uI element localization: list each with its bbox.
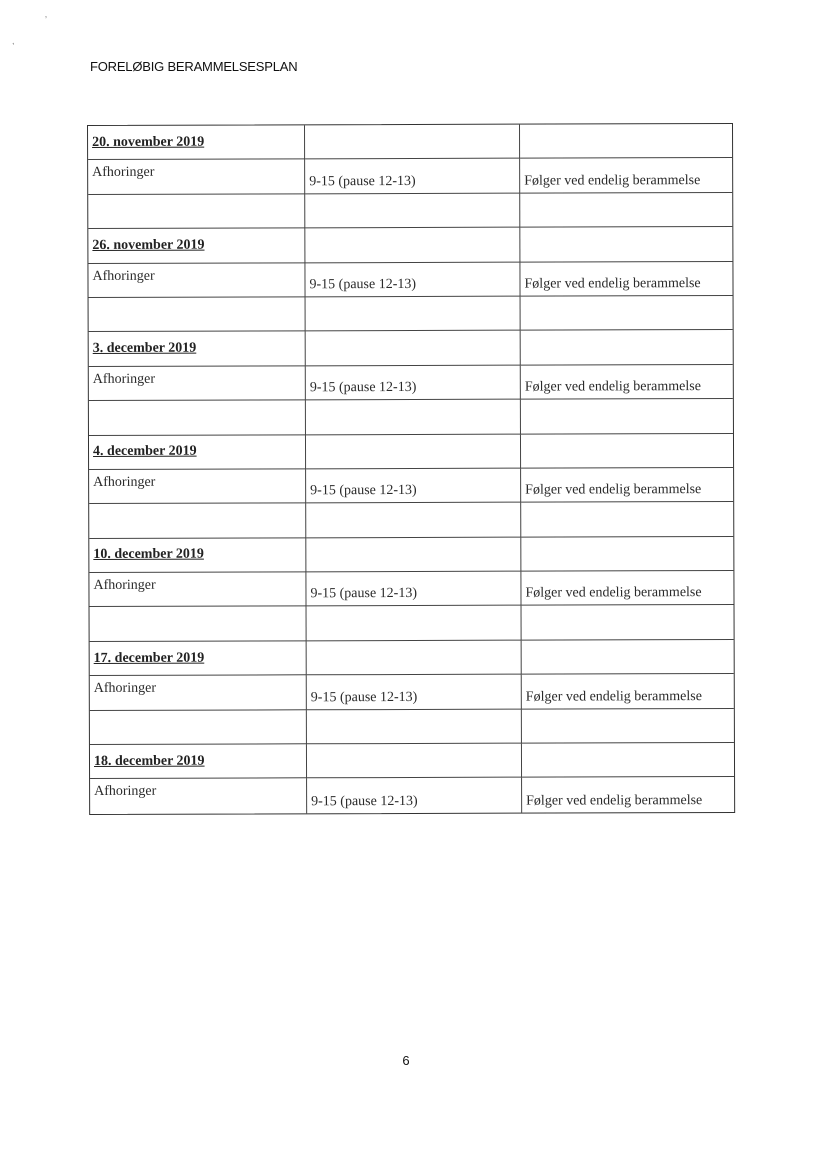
date-row — [89, 433, 733, 469]
empty-cell — [306, 503, 521, 538]
session-time: 9-15 (pause 12-13) — [306, 469, 521, 504]
session-time: 9-15 (pause 12-13) — [306, 365, 521, 400]
detail-row — [89, 571, 733, 607]
session-date: 18. december 2019 — [90, 744, 307, 779]
detail-row — [90, 777, 734, 813]
session-label: Afhoringer — [89, 469, 306, 504]
empty-cell — [89, 504, 306, 539]
session-time: 9-15 (pause 12-13) — [306, 572, 521, 607]
session-date: 4. december 2019 — [89, 435, 306, 470]
session-note: Følger ved endelig berammelse — [520, 262, 732, 297]
spacer-row — [88, 193, 732, 229]
schedule-table — [87, 123, 735, 815]
empty-cell — [521, 399, 733, 434]
page-title: FORELØBIG BERAMMELSESPLAN — [90, 59, 298, 74]
empty-cell — [307, 709, 522, 744]
empty-cell — [520, 124, 732, 159]
empty-cell — [89, 400, 306, 435]
date-row — [90, 743, 734, 779]
empty-cell — [522, 640, 734, 675]
session-time: 9-15 (pause 12-13) — [305, 159, 520, 194]
session-label: Afhoringer — [89, 366, 306, 401]
session-date: 20. november 2019 — [88, 125, 305, 160]
empty-cell — [306, 331, 521, 366]
date-row — [88, 227, 732, 263]
spacer-row — [89, 296, 733, 332]
empty-cell — [306, 537, 521, 572]
detail-row — [89, 365, 733, 401]
empty-cell — [522, 709, 734, 744]
empty-cell — [307, 744, 522, 779]
date-row — [88, 124, 732, 160]
session-label: Afhoringer — [90, 779, 307, 814]
empty-cell — [88, 194, 305, 229]
session-date: 10. december 2019 — [89, 538, 306, 573]
date-row — [90, 640, 734, 676]
empty-cell — [307, 606, 522, 641]
detail-row — [90, 674, 734, 710]
empty-cell — [305, 125, 520, 160]
empty-cell — [521, 330, 733, 365]
spacer-row — [89, 502, 733, 538]
empty-cell — [90, 710, 307, 745]
empty-cell — [305, 228, 520, 263]
empty-cell — [521, 296, 733, 331]
empty-cell — [305, 193, 520, 228]
empty-cell — [89, 297, 306, 332]
session-date: 17. december 2019 — [90, 641, 307, 676]
scan-speck: ʼ — [45, 15, 47, 25]
session-time: 9-15 (pause 12-13) — [307, 675, 522, 710]
empty-cell — [307, 640, 522, 675]
session-time: 9-15 (pause 12-13) — [305, 262, 520, 297]
empty-cell — [522, 605, 734, 640]
scan-speck: ʼ — [11, 41, 19, 51]
detail-row — [88, 158, 732, 194]
page-number: 6 — [402, 1053, 410, 1068]
empty-cell — [90, 607, 307, 642]
empty-cell — [522, 743, 734, 778]
date-row — [89, 330, 733, 366]
detail-row — [89, 468, 733, 504]
spacer-row — [90, 709, 734, 745]
empty-cell — [306, 434, 521, 469]
empty-cell — [521, 502, 733, 537]
session-note: Følger ved endelig berammelse — [522, 674, 734, 709]
session-label: Afhoringer — [90, 676, 307, 711]
empty-cell — [306, 297, 521, 332]
empty-cell — [521, 537, 733, 572]
session-label: Afhoringer — [88, 160, 305, 195]
session-label: Afhoringer — [89, 572, 306, 607]
session-note: Følger ved endelig berammelse — [521, 365, 733, 400]
session-date: 3. december 2019 — [89, 332, 306, 367]
session-time: 9-15 (pause 12-13) — [307, 778, 522, 813]
empty-cell — [520, 193, 732, 228]
empty-cell — [306, 400, 521, 435]
spacer-row — [89, 399, 733, 435]
session-label: Afhoringer — [88, 263, 305, 298]
session-date: 26. november 2019 — [88, 228, 305, 263]
spacer-row — [90, 605, 734, 641]
session-note: Følger ved endelig berammelse — [520, 158, 732, 193]
empty-cell — [521, 433, 733, 468]
date-row — [89, 537, 733, 573]
session-note: Følger ved endelig berammelse — [521, 468, 733, 503]
session-note: Følger ved endelig berammelse — [521, 571, 733, 606]
empty-cell — [520, 227, 732, 262]
detail-row — [88, 262, 732, 298]
session-note: Følger ved endelig berammelse — [526, 792, 703, 809]
